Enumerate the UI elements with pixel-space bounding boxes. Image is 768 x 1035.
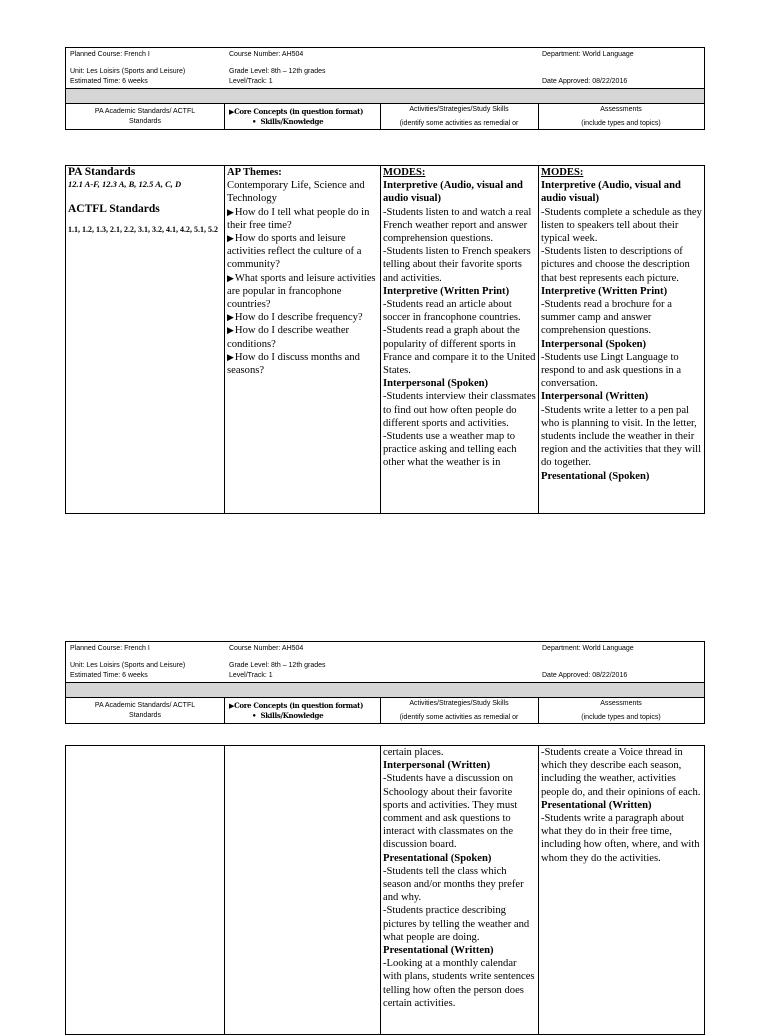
triangle-right-icon: ▶	[227, 233, 234, 244]
header-columns-row	[66, 104, 704, 129]
question-item: ▶How do I describe weather conditions?	[227, 325, 350, 350]
mode-heading: Interpretive (Audio, visual and audio visual)	[383, 180, 523, 205]
actfl-standards-title: ACTFL Standards	[68, 203, 160, 216]
triangle-right-icon: ▶	[227, 325, 234, 336]
date-approved: Date Approved: 08/22/2016	[542, 672, 628, 679]
activity-item: -Students use a weather map to practice asking and telling each other what the weather is in	[383, 431, 517, 469]
activity-item: certain places.	[383, 747, 444, 758]
mode-heading: Presentational (Written)	[541, 799, 652, 811]
planned-course: Planned Course: French I	[70, 645, 150, 652]
activity-item: -Looking at a monthly calendar with plans, students write sentences telling how often the person does certain activities.	[383, 958, 535, 1009]
bullet-icon: •	[252, 711, 257, 720]
ap-theme: Contemporary Life, Science and Technology	[227, 180, 365, 205]
course-number: Course Number: AH504	[229, 645, 304, 652]
activity-item: -Students listen to and watch a real French weather report and answer comprehension questions.	[383, 206, 532, 245]
activity-item: -Students read an article about soccer in francophone countries.	[383, 299, 521, 324]
department: Department: World Language	[542, 645, 634, 652]
course-number: Course Number: AH504	[229, 51, 304, 58]
ap-themes-title: AP Themes:	[227, 167, 282, 178]
modes-heading: MODES:	[541, 167, 584, 178]
core-concepts-heading: ▶Core Concepts (in question format)	[229, 107, 364, 116]
mode-heading: Interpersonal (Written)	[541, 391, 649, 403]
core-concepts-heading: ▶Core Concepts (in question format)	[229, 701, 364, 710]
activity-item: -Students listen to French speakers telling about their favorite sports and activities.	[383, 246, 531, 284]
header-info-row	[66, 642, 704, 683]
mode-heading: Presentational (Spoken)	[541, 470, 650, 482]
page2-header-table	[65, 641, 705, 724]
mode-heading: Interpersonal (Written)	[383, 760, 491, 772]
core-concepts-column	[224, 166, 380, 513]
assessment-item: -Students create a Voice thread in which they describe each season, including the weather, activities people do, and their opinions of each.	[541, 747, 701, 798]
triangle-right-icon: ▶	[229, 701, 235, 710]
activity-item: -Students practice describing pictures by telling the weather and what people are doing.	[383, 905, 530, 943]
page1-header-table	[65, 47, 705, 130]
assessments-heading: Assessments	[600, 700, 642, 707]
core-concepts-column	[224, 746, 380, 1034]
standards-heading-line1: PA Academic Standards/ ACTFL	[94, 108, 196, 115]
standards-heading-line2: Standards	[129, 118, 161, 125]
actfl-standards-list: 1.1, 1.2, 1.3, 2.1, 2.2, 3.1, 3.2, 4.1, 4.2, 5.1, 5.2	[68, 225, 218, 235]
estimated-time: Estimated Time: 6 weeks	[70, 78, 148, 85]
header-shaded-row	[66, 683, 704, 698]
page1-content-table	[65, 165, 705, 514]
triangle-right-icon: ▶	[227, 351, 234, 362]
mode-heading: Interpretive (Audio, visual and audio visual)	[541, 180, 681, 205]
mode-heading: Interpersonal (Spoken)	[383, 378, 489, 390]
activities-heading: Activities/Strategies/Study Skills	[409, 700, 509, 707]
grade-level: Grade Level: 8th – 12th grades	[229, 662, 326, 669]
assessment-item: -Students listen to descriptions of pictures and choose the description that best represents each picture.	[541, 246, 690, 284]
question-item: ▶How do I tell what people do in their free time?	[227, 206, 370, 231]
assessments-subheading: (include types and topics)	[581, 714, 661, 721]
activity-item: -Students have a discussion on Schoology about their favorite sports and activities. They must comment and ask questions to interact with classmates on the discussion board.	[383, 773, 518, 851]
standards-column	[66, 166, 224, 513]
estimated-time: Estimated Time: 6 weeks	[70, 672, 148, 679]
mode-heading: Interpretive (Written Print)	[541, 285, 668, 297]
activity-item: -Students read a graph about the popularity of different sports in France and compare it to the United States.	[383, 325, 536, 377]
assessment-item: -Students write a letter to a pen pal who is planning to visit. In the letter, students include the weather in their region and the activities that they will do together.	[541, 404, 702, 469]
modes-heading: MODES:	[383, 167, 426, 178]
assessments-column	[538, 166, 704, 513]
activities-subheading: (identify some activities as remedial or	[399, 120, 519, 127]
department: Department: World Language	[542, 51, 634, 58]
assessment-item: -Students use Lingt Language to respond to and ask questions in a conversation.	[541, 351, 682, 390]
activities-column	[380, 166, 538, 513]
mode-heading: Presentational (Written)	[383, 945, 494, 957]
level-track: Level/Track: 1	[229, 672, 273, 679]
activities-subheading: (identify some activities as remedial or	[399, 714, 519, 721]
mode-heading: Interpersonal (Spoken)	[541, 338, 647, 350]
header-columns-row	[66, 698, 704, 723]
skills-heading: • Skills/Knowledge	[252, 711, 324, 720]
triangle-right-icon: ▶	[229, 107, 235, 116]
mode-heading: Interpretive (Written Print)	[383, 285, 510, 297]
skills-heading: • Skills/Knowledge	[252, 117, 324, 126]
assessments-subheading: (include types and topics)	[581, 120, 661, 127]
header-info-row	[66, 48, 704, 89]
unit-name: Unit: Les Loisirs (Sports and Leisure)	[70, 68, 186, 75]
assessment-item: -Students read a brochure for a summer camp and answer comprehension questions.	[541, 299, 672, 337]
page2-content-table	[65, 745, 705, 1035]
grade-level: Grade Level: 8th – 12th grades	[229, 68, 326, 75]
triangle-right-icon: ▶	[227, 206, 234, 217]
triangle-right-icon: ▶	[227, 272, 234, 283]
assessments-heading: Assessments	[600, 106, 642, 113]
date-approved: Date Approved: 08/22/2016	[542, 78, 628, 85]
question-item: ▶How do I describe frequency?	[227, 312, 363, 324]
triangle-right-icon: ▶	[227, 312, 234, 323]
pa-standards-list: 12.1 A-F, 12.3 A, B, 12.5 A, C, D	[68, 179, 182, 190]
assessment-item: -Students write a paragraph about what they do in their free time, including how often, where, and with whom they do the activities.	[541, 813, 700, 864]
question-item: ▶How do sports and leisure activities reflect the culture of a community?	[227, 233, 362, 271]
activities-column	[380, 746, 538, 1034]
standards-column	[66, 746, 224, 1034]
level-track: Level/Track: 1	[229, 78, 273, 85]
pa-standards-title: PA Standards	[68, 166, 136, 178]
standards-heading-line2: Standards	[129, 712, 161, 719]
assessments-column	[538, 746, 704, 1034]
standards-heading-line1: PA Academic Standards/ ACTFL	[94, 702, 196, 709]
question-item: ▶How do I discuss months and seasons?	[227, 351, 360, 377]
activities-heading: Activities/Strategies/Study Skills	[409, 106, 509, 113]
question-item: ▶What sports and leisure activities are popular in francophone countries?	[227, 272, 376, 311]
unit-name: Unit: Les Loisirs (Sports and Leisure)	[70, 662, 186, 669]
assessment-item: -Students complete a schedule as they listen to speakers tell about their typical week.	[541, 206, 702, 245]
activity-item: -Students tell the class which season and/or months they prefer and why.	[383, 865, 524, 904]
mode-heading: Presentational (Spoken)	[383, 852, 492, 864]
header-shaded-row	[66, 89, 704, 104]
activity-item: -Students interview their classmates to find out how often people do different sports and activities.	[383, 391, 536, 429]
bullet-icon: •	[252, 117, 257, 126]
planned-course: Planned Course: French I	[70, 51, 150, 58]
